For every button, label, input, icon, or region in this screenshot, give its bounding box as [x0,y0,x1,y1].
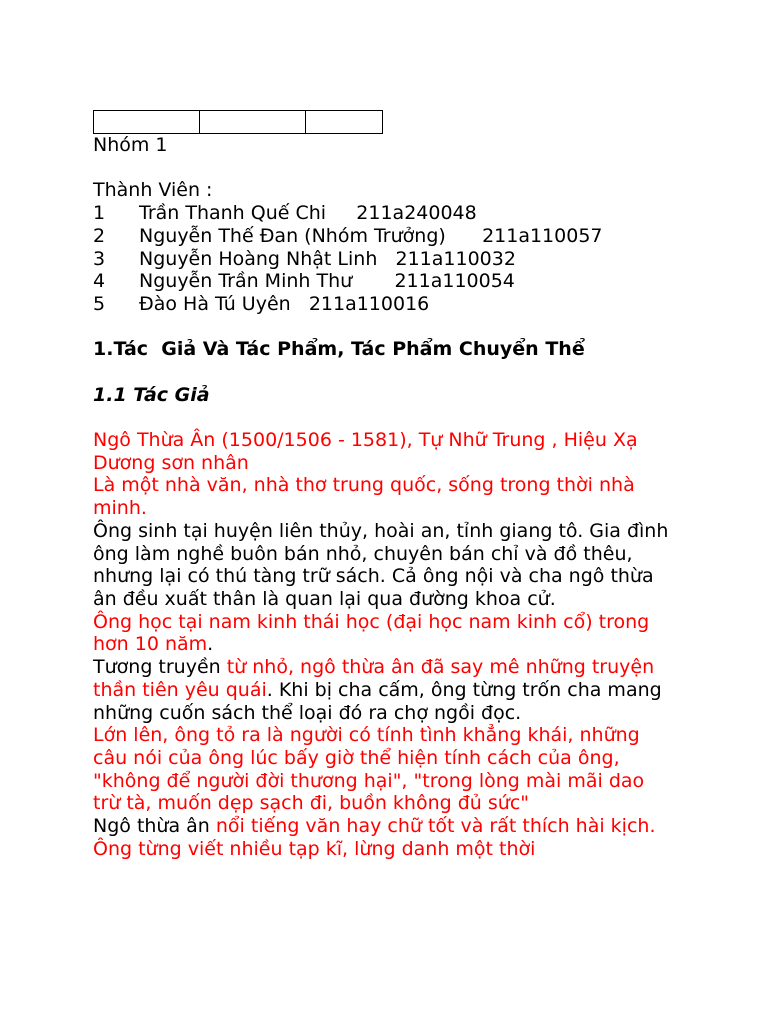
paragraph-author-intro: Là một nhà văn, nhà thơ trung quốc, sống trong thời nhà minh. [93,474,635,520]
table-cell [306,111,383,134]
member-row: 5 Đào Hà Tú Uyên 211a110016 [93,292,430,315]
member-row: 1 Trần Thanh Quế Chi 211a240048 [93,202,477,225]
header-table [93,110,383,134]
members-label: Thành Viên : [93,179,213,202]
member-name: Đào Hà Tú Uyên [139,292,291,315]
member-row: 4 Nguyễn Trần Minh Thư 211a110054 [93,270,515,293]
table-cell [200,111,306,134]
group-title: Nhóm 1 [93,134,168,156]
member-id: 211a240048 [356,202,477,225]
section-heading: 1.Tác Giả Và Tác Phẩm, Tác Phẩm Chuyển Thể [93,338,585,361]
member-id: 211a110054 [394,270,515,293]
paragraph-legend: Tương truyền từ nhỏ, ngô thừa ân đã say mê những truyện thần tiên yêu quái. Khi bị cha cấm, ông từng trốn cha mang những cuốn sách thể loại đó ra chợ ngồi đọc. [93,656,662,724]
member-name: Nguyễn Trần Minh Thư [139,270,353,293]
member-id: 211a110016 [308,292,430,315]
member-row: 3 Nguyễn Hoàng Nhật Linh 211a110032 [93,247,516,270]
paragraph-character: Lớn lên, ông tỏ ra là người có tính tình khẳng khái, những câu nói của ông lúc bấy giờ thể hiện tính cách của ông, "không để người đời thương hại", "trong lòng mài mãi dao trừ tà, muốn dẹp sạch đi, buồn không đủ sức" [93,724,645,815]
paragraph-fame: Ngô thừa ân nổi tiếng văn hay chữ tốt và rất thích hài kịch. Ông từng viết nhiều tạp kĩ, lừng danh một thời [93,815,656,860]
subsection-heading: 1.1 Tác Giả [93,383,210,406]
member-name: Nguyễn Thế Đan (Nhóm Trưởng) [139,224,446,247]
member-name: Trần Thanh Quế Chi [139,202,327,225]
table-cell [94,111,200,134]
member-row: 2 Nguyễn Thế Đan (Nhóm Trưởng) 211a110057 [93,224,603,247]
member-name: Nguyễn Hoàng Nhật Linh [139,247,378,270]
member-id: 211a110032 [395,247,516,270]
paragraph-education: Ông học tại nam kinh thái học (đại học nam kinh cổ) trong hơn 10 năm. [93,610,650,656]
paragraph-author-name: Ngô Thừa Ân (1500/1506 - 1581), Tự Nhữ Trung , Hiệu Xạ Dương sơn nhân [93,429,638,474]
paragraph-birthplace: Ông sinh tại huyện liên thủy, hoài an, tỉnh giang tô. Gia đình ông làm nghề buôn bán nhỏ, chuyên bán chỉ và đồ thêu, nhưng lại có thú tàng trữ sách. Cả ông nội và cha ngô thừa ân đều xuất thân là quan lại qua đường khoa cử. [93,519,669,610]
member-id: 211a110057 [482,224,603,247]
document-page [93,110,673,860]
